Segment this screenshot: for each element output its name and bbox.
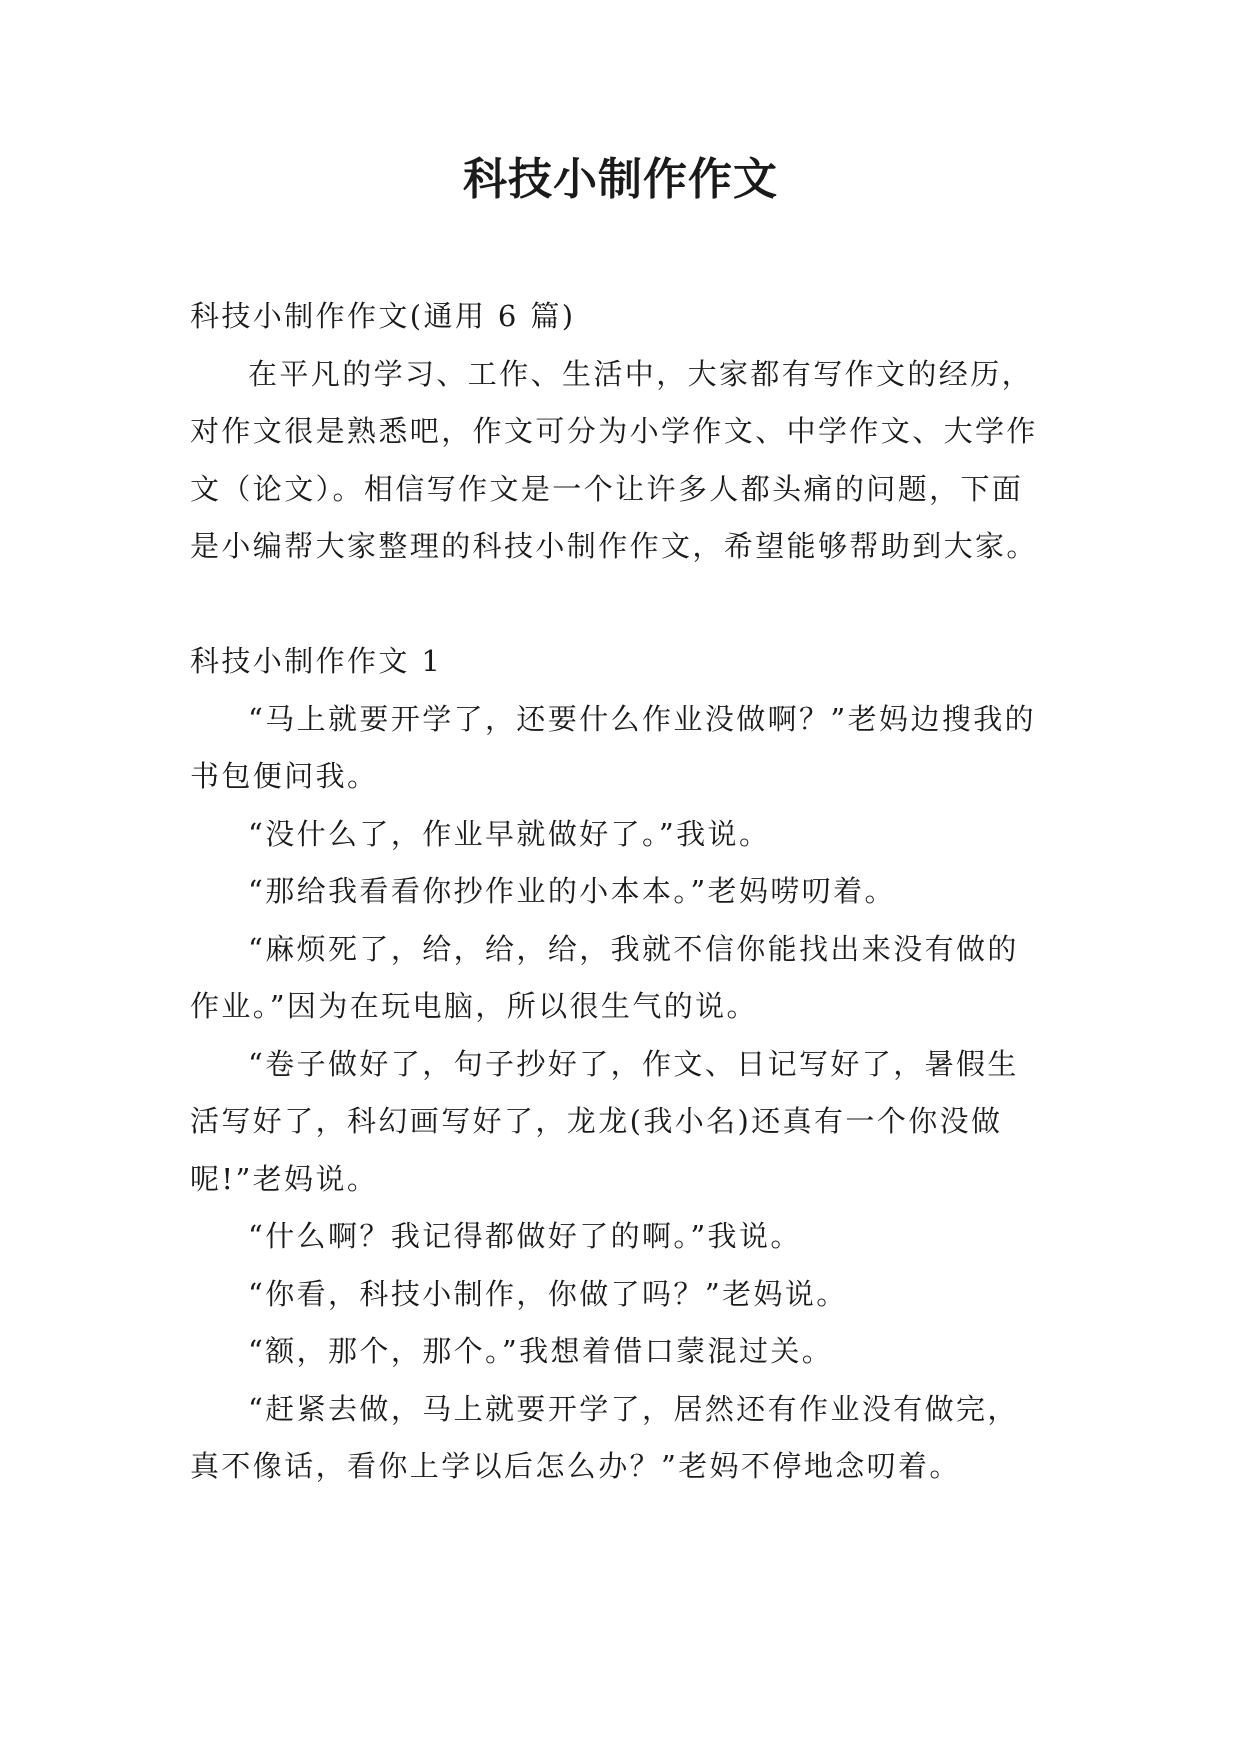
section-heading: 科技小制作作文 1 [190,644,443,678]
body-paragraph: “没什么了，作业早就做好了。”我说。 [248,816,771,851]
body-paragraph: “额，那个，那个。”我想着借口蒙混过关。 [248,1334,834,1368]
body-paragraph: “你看，科技小制作，你做了吗？”老妈说。 [248,1276,848,1311]
body-paragraph: “马上就要开学了，还要什么作业没做啊？”老妈边搜我的书包便问我。 [190,701,1037,793]
intro-paragraph: 在平凡的学习、工作、生活中，大家都有写作文的经历，对作文很是熟悉吧，作文可分为小学作文、中学作文、大学作文（论文）。相信写作文是一个让许多人都头痛的问题，下面是小编帮大家整理的科技小制作作文，希望能够帮助到大家。 [190,356,1038,563]
body-paragraph: “卷子做好了，句子抄好了，作文、日记写好了，暑假生活写好了，科幻画写好了，龙龙(我小名)还真有一个你没做呢!”老妈说。 [190,1046,1019,1196]
document-subtitle: 科技小制作作文(通用 6 篇) [190,299,576,333]
body-paragraph: “那给我看看你抄作业的小本本。”老妈唠叨着。 [248,874,896,908]
body-paragraph: “什么啊？我记得都做好了的啊。”我说。 [248,1219,802,1253]
document-title: 科技小制作作文 [463,154,778,205]
body-paragraph: “麻烦死了，给，给，给，我就不信你能找出来没有做的作业。”因为在玩电脑，所以很生气的说。 [190,931,1019,1023]
body-paragraph: “赶紧去做，马上就要开学了，居然还有作业没有做完，真不像话，看你上学以后怎么办？”老妈不停地念叨着。 [190,1391,1019,1483]
section-spacer [190,576,1050,634]
document-body [190,288,1050,1496]
